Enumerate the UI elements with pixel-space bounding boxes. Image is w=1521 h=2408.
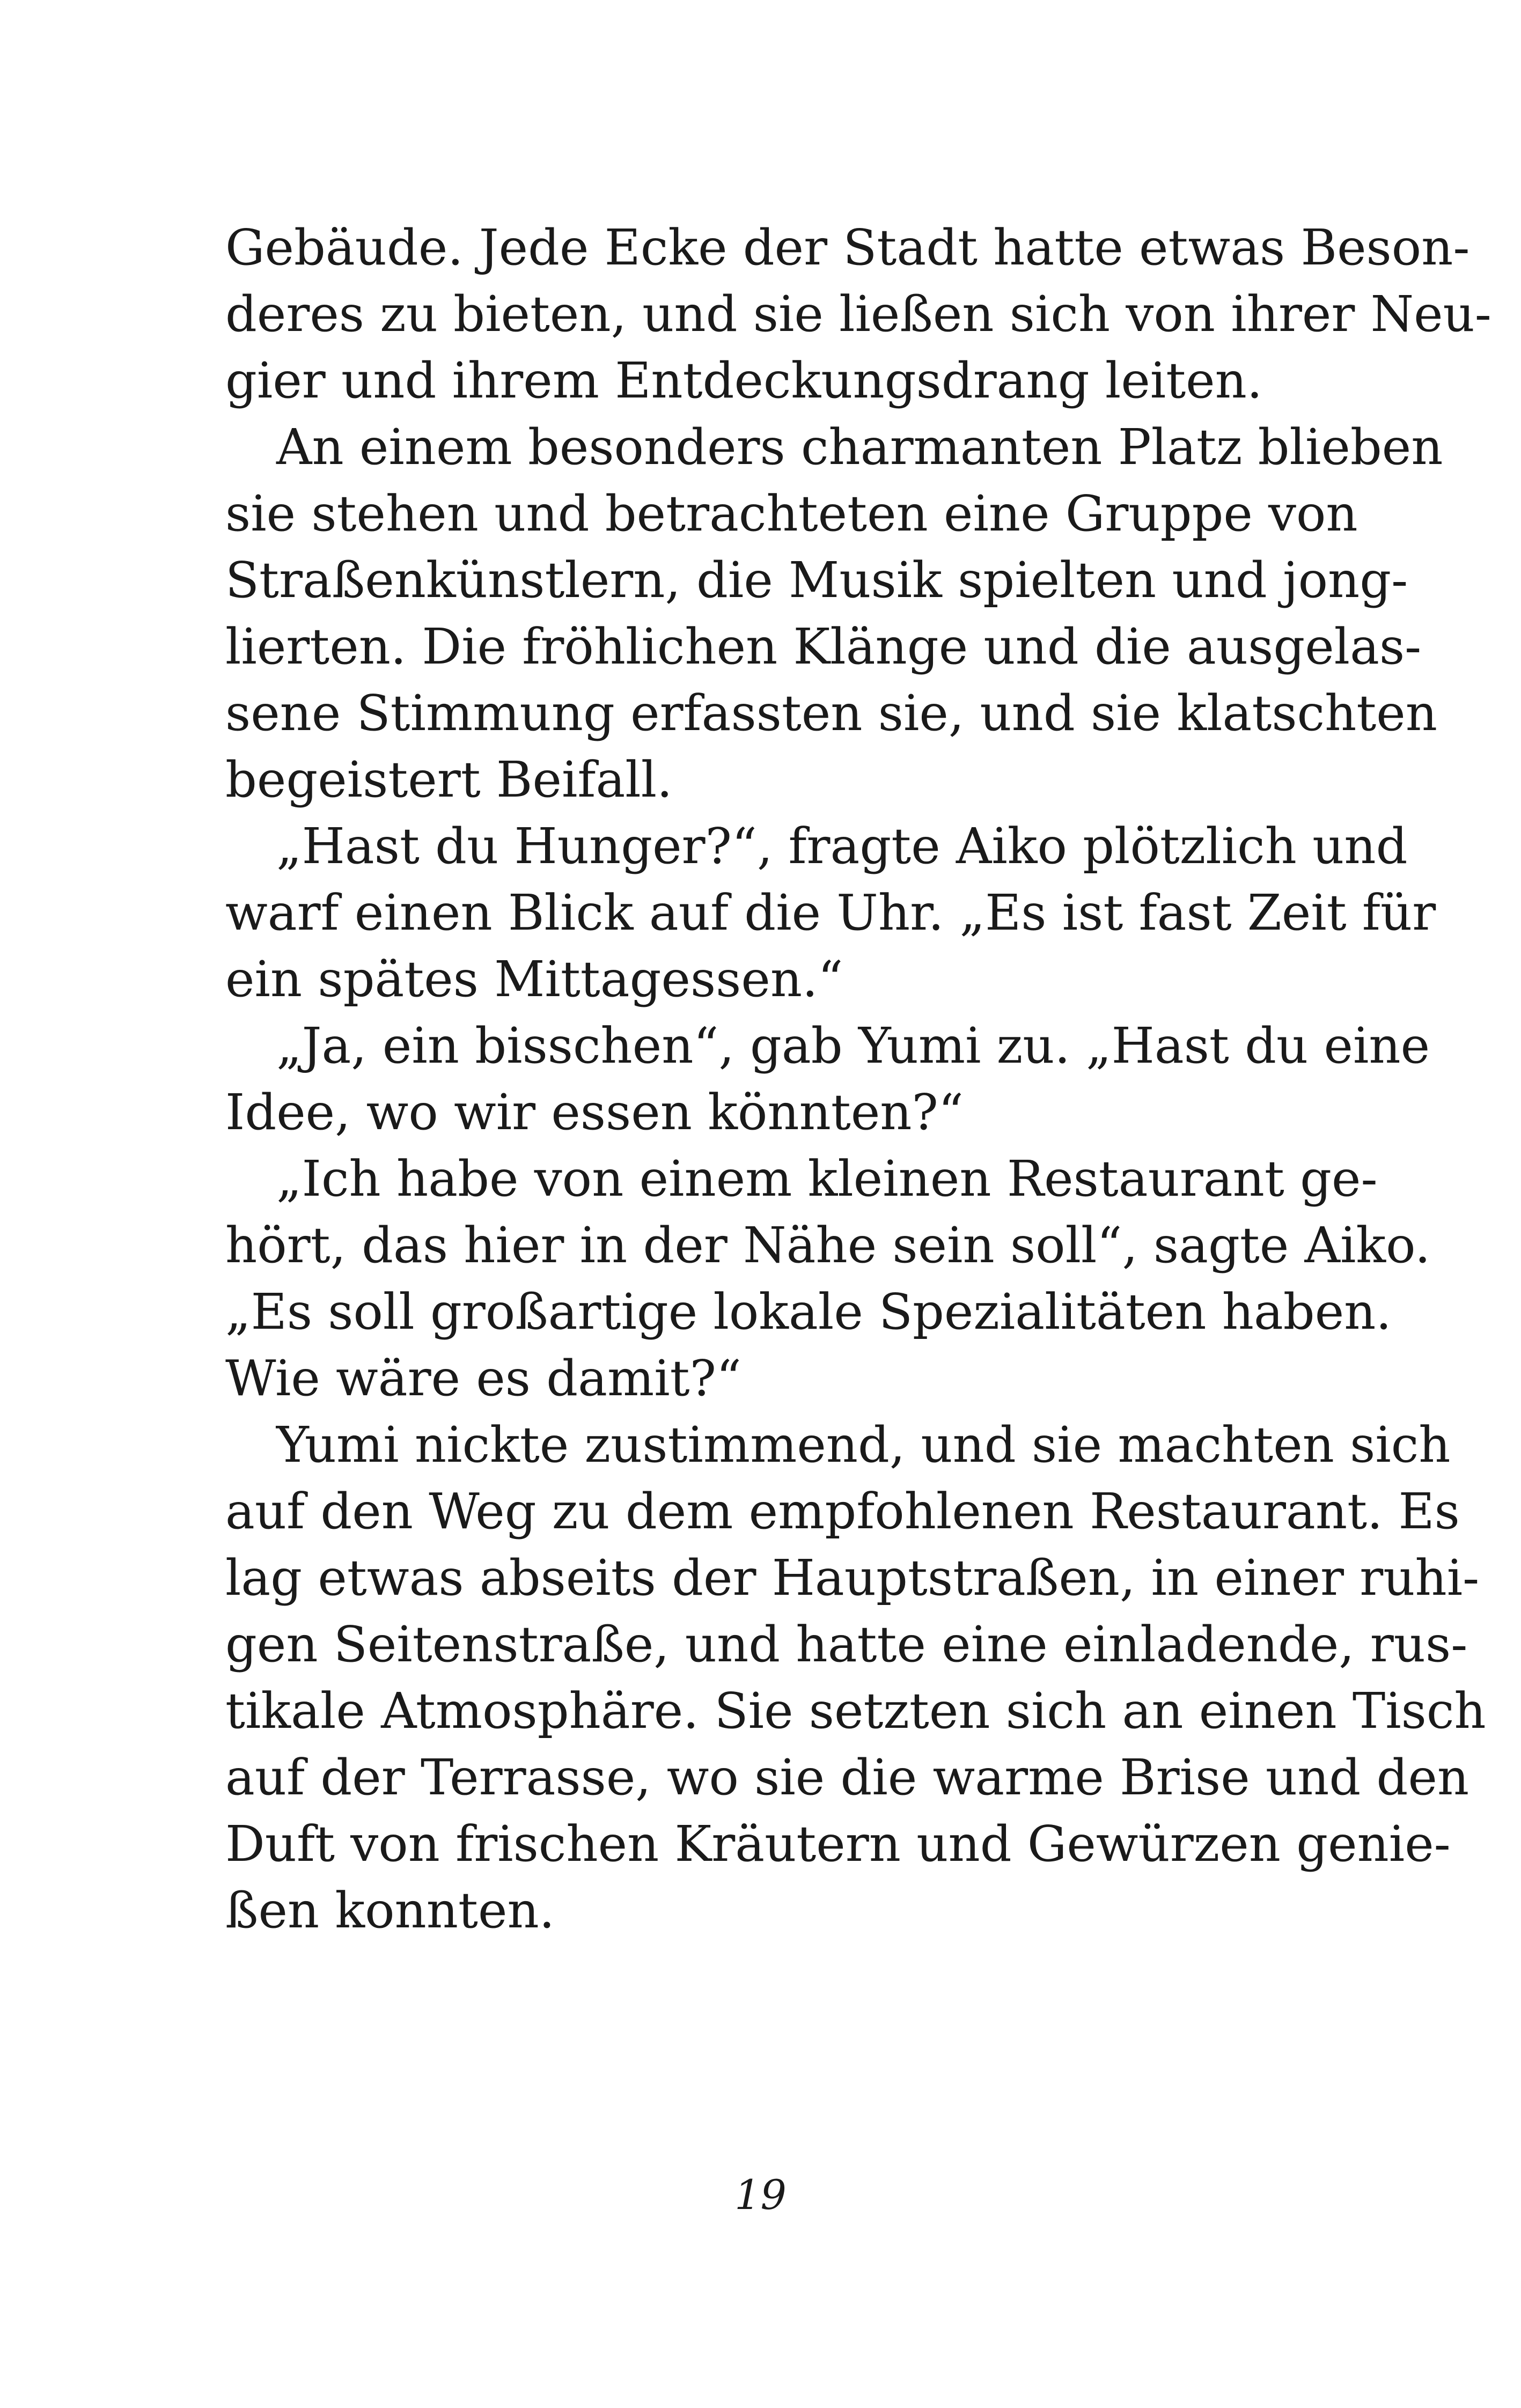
text-line: „Ja, ein bisschen“, gab Yumi zu. „Hast du eine <box>276 1017 1430 1074</box>
text-line: gier und ihrem Entdeckungsdrang leiten. <box>225 352 1263 409</box>
text-line: gen Seitenstraße, und hatte eine einladende, rus- <box>225 1616 1468 1673</box>
text-line: An einem besonders charmanten Platz blieben <box>276 418 1443 476</box>
text-line: „Ich habe von einem kleinen Restaurant ge- <box>276 1150 1378 1207</box>
paragraph <box>225 414 1443 813</box>
text-line: sene Stimmung erfassten sie, und sie klatschten <box>225 684 1437 742</box>
page-number: 19 <box>734 2171 787 2219</box>
text-line: hört, das hier in der Nähe sein soll“, sagte Aiko. <box>225 1217 1431 1274</box>
paragraph <box>225 1013 1430 1146</box>
text-line: Yumi nickte zustimmend, und sie machten sich <box>276 1416 1451 1474</box>
paragraph <box>225 813 1436 1013</box>
text-line: Idee, wo wir essen könnten?“ <box>225 1084 964 1141</box>
text-line: auf den Weg zu dem empfohlenen Restaurant. Es <box>225 1483 1460 1540</box>
text-line: „Es soll großartige lokale Spezialitäten haben. <box>225 1283 1392 1341</box>
text-line: tikale Atmosphäre. Sie setzten sich an einen Tisch <box>225 1682 1486 1740</box>
text-line: auf der Terrasse, wo sie die warme Brise und den <box>225 1749 1469 1806</box>
paragraph <box>225 1412 1486 1944</box>
text-line: Wie wäre es damit?“ <box>225 1350 741 1407</box>
body-text <box>225 215 1491 1944</box>
text-line: ein spätes Mittagessen.“ <box>225 951 843 1008</box>
paragraph <box>225 1146 1431 1412</box>
text-line: Duft von frischen Kräutern und Gewürzen genie- <box>225 1815 1451 1873</box>
text-line: ßen konnten. <box>225 1882 555 1939</box>
text-line: begeistert Beifall. <box>225 751 673 808</box>
text-line: „Hast du Hunger?“, fragte Aiko plötzlich und <box>276 818 1408 875</box>
text-line: sie stehen und betrachteten eine Gruppe von <box>225 485 1358 542</box>
text-line: lierten. Die fröhlichen Klänge und die ausgelas- <box>225 618 1422 675</box>
text-line: Gebäude. Jede Ecke der Stadt hatte etwas Beson- <box>225 219 1470 276</box>
text-line: lag etwas abseits der Hauptstraßen, in einer ruhi- <box>225 1549 1480 1607</box>
text-line: deres zu bieten, und sie ließen sich von ihrer Neu- <box>225 285 1491 343</box>
text-line: Straßenkünstlern, die Musik spielten und jong- <box>225 551 1408 609</box>
text-line: warf einen Blick auf die Uhr. „Es ist fast Zeit für <box>225 884 1436 941</box>
paragraph <box>225 215 1491 414</box>
